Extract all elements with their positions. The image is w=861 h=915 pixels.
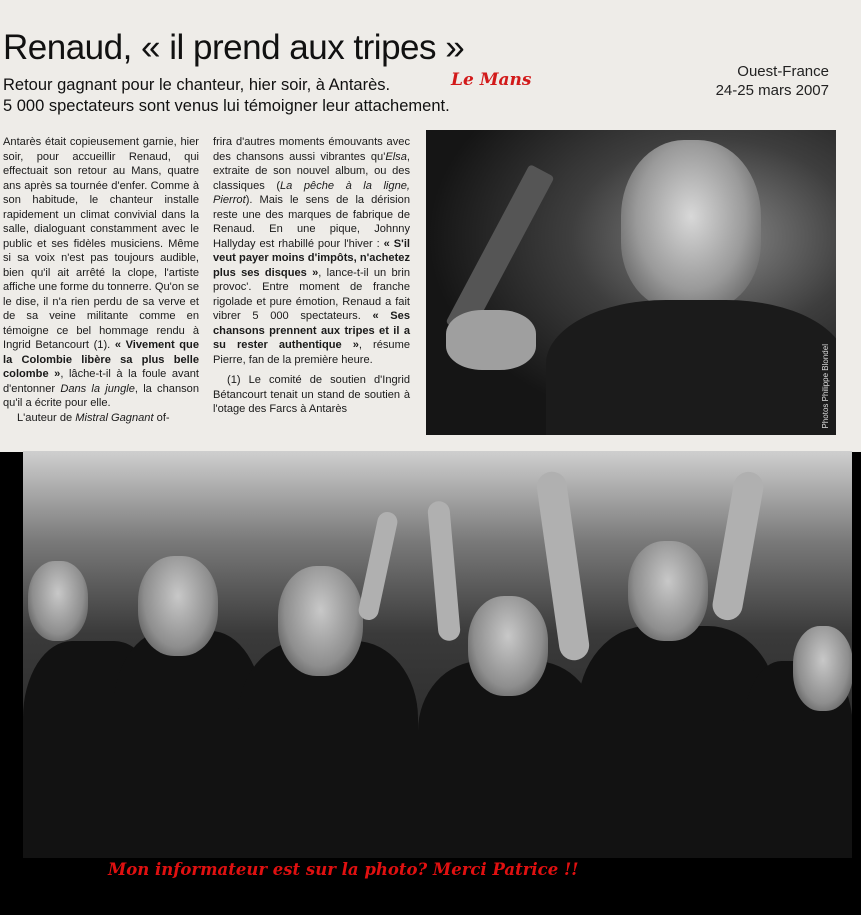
singer-hand [446, 310, 536, 370]
column-1-paragraph-2: L'auteur de Mistral Gagnant of- [17, 411, 170, 424]
photo-credit: Photos Philippe Blondel [821, 344, 830, 429]
article-column-2 [213, 135, 410, 417]
newspaper-name: Ouest-France [737, 63, 829, 80]
publication-date: 24-25 mars 2007 [715, 82, 829, 99]
column-2-paragraph-1: frira d'autres moments émouvants avec des chansons aussi vibrantes qu'Elsa, extraite de son nouvel album, ou des classiques (La pêche à la ligne, Pierrot). Mais le sens de la dérision reste une des marques de fabrique de Renaud. En une pique, Johnny Hallyday est rhabillé pour l'hiver : « S'il veut payer moins d'impôts, n'achetez plus ses disques », lance-t-il un brin provoc'. Entre moment de franche rigolade et pure émotion, Renaud a fait vibrer 5 000 spectateurs. « Ses chansons prennent aux tripes et il a su rester authentique », résume Pierre, fan de la première heure. [213, 136, 410, 366]
subhead-line-2: 5 000 spectateurs sont venus lui témoigner leur attachement. [3, 97, 450, 115]
column-1-paragraph-1: Antarès était copieusement garnie, hier soir, pour accueillir Renaud, qui effectuait son retour au Mans, quatre ans après sa tournée d'enfer. Comme à son habitude, le chanteur installe rapidement un climat convivial dans la salle, dialoguant constamment avec le public et ses fidèles musiciens. Même si sa voix n'est pas toujours audible, bien qu'il ait arrêté la clope, l'artiste affiche une forme du tonnerre. Qu'on se le dise, il n'a rien perdu de sa verve et de sa veine militante comme en témoigne ce bel hommage rendu à Ingrid Betancourt (1). « Vivement que la Colombie libère sa plus belle colombe », lâche-t-il à la foule avant d'entonner Dans la jungle, la chanson qu'il a écrite pour elle. [3, 136, 200, 409]
subhead-line-1: Retour gagnant pour le chanteur, hier soir, à Antarès. [3, 76, 391, 94]
crowd-head [138, 556, 218, 656]
quote-tripes: « Ses chansons prennent aux tripes et il a su rester authentique » [213, 310, 410, 351]
crowd-head [628, 541, 708, 641]
newspaper-clipping [0, 0, 861, 452]
classic-songs: La pêche à la ligne, Pierrot [213, 179, 410, 206]
song-elsa: Elsa [385, 150, 407, 163]
crowd-head [28, 561, 88, 641]
raised-arm [710, 470, 766, 623]
song-title: Dans la jungle [60, 382, 135, 395]
source-block [716, 62, 829, 100]
article-headline: Renaud, « il prend aux tripes » [3, 28, 465, 67]
raised-arm [357, 510, 399, 622]
album-title: Mistral Gagnant [75, 411, 154, 424]
article-column-1 [3, 135, 199, 425]
crowd-photo [23, 451, 852, 858]
handwritten-city-label: Le Mans [451, 70, 532, 90]
column-2-footnote: (1) Le comité de soutien d'Ingrid Bétancourt tenait un stand de soutien à l'otage des Farcs à Antarès [213, 374, 410, 415]
singer-photo [426, 130, 836, 435]
quote-impots: « S'il veut payer moins d'impôts, n'achetez plus ses disques » [213, 237, 410, 279]
crowd-head [793, 626, 852, 711]
singer-face [621, 140, 761, 310]
crowd-head [278, 566, 363, 676]
quote-colombie: « Vivement que la Colombie libère sa plus belle colombe » [3, 339, 200, 380]
red-caption: Mon informateur est sur la photo? Merci Patrice !! [108, 860, 579, 879]
crowd-head [468, 596, 548, 696]
raised-arm [427, 500, 461, 641]
singer-body [546, 300, 836, 435]
